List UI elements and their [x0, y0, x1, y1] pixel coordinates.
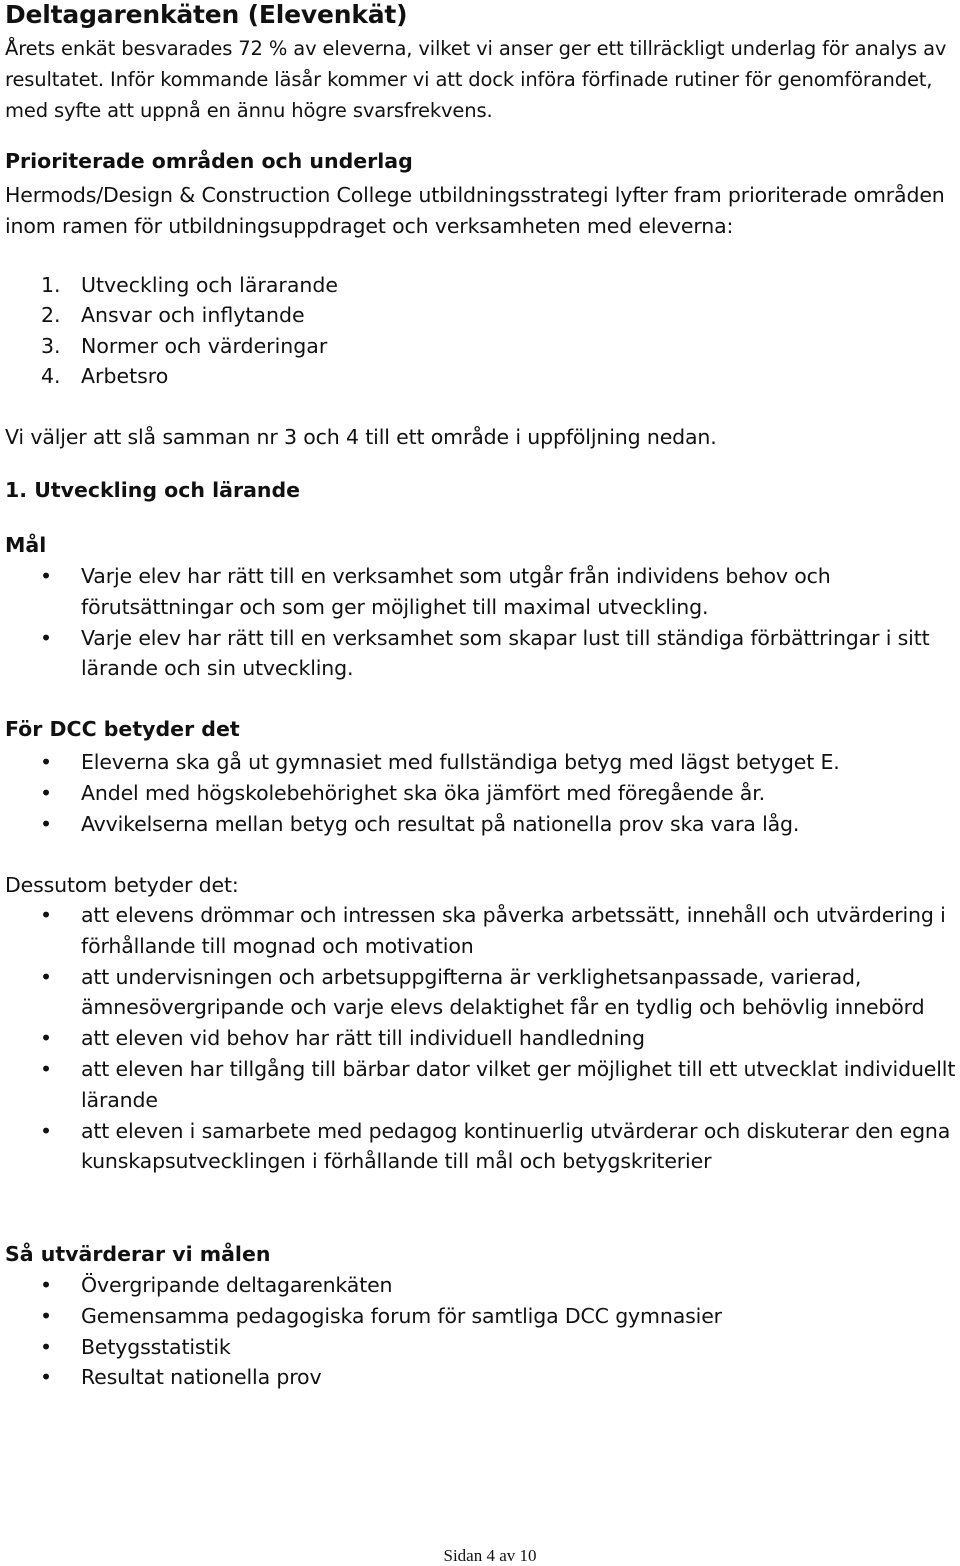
also-item	[40, 962, 960, 1024]
priority-number: 1.	[41, 273, 61, 297]
also-item	[40, 1023, 960, 1054]
dcc-item	[40, 778, 960, 809]
eval-text: Betygsstatistik	[81, 1334, 231, 1359]
bullet-icon: •	[40, 750, 52, 774]
bullet-icon: •	[40, 1334, 52, 1359]
dcc-text: Andel med högskolebehörighet ska öka jämfört med föregående år.	[81, 780, 765, 805]
eval-text: Gemensamma pedagogiska forum för samtliga DCC gymnasier	[81, 1303, 722, 1328]
priority-item	[41, 361, 338, 391]
dcc-item	[40, 809, 960, 840]
priority-item	[41, 331, 338, 361]
dcc-list	[40, 747, 960, 839]
bullet-icon: •	[40, 1118, 52, 1143]
eval-item	[40, 1270, 960, 1301]
bullet-icon: •	[40, 1056, 52, 1081]
also-text: att eleven i samarbete med pedagog kontinuerlig utvärderar och diskuterar den egna kunskapsutvecklingen i förhållande till mål och betygskriterier	[81, 1118, 951, 1174]
priorities-text: Hermods/Design & Construction College utbildningsstrategi lyfter fram prioriterade områden inom ramen för utbildningsuppdraget och verksamheten med eleverna:	[5, 183, 945, 238]
page-title: Deltagarenkäten (Elevenkät)	[5, 0, 408, 29]
dcc-text: Avvikelserna mellan betyg och resultat på nationella prov ska vara låg.	[81, 811, 800, 836]
also-text: att eleven vid behov har rätt till individuell handledning	[81, 1026, 645, 1051]
priority-item	[41, 270, 338, 300]
priority-label: Utveckling och lärarande	[81, 273, 339, 297]
eval-list	[40, 1270, 960, 1393]
merge-note: Vi väljer att slå samman nr 3 och 4 till ett område i uppföljning nedan.	[5, 425, 717, 449]
also-text: att undervisningen och arbetsuppgifterna är verklighetsanpassade, varierad, ämnesövergripande och varje elevs delaktighet får en tydlig och behövlig innebörd	[81, 964, 925, 1020]
also-item	[40, 900, 960, 962]
bullet-icon: •	[40, 811, 52, 836]
also-heading: Dessutom betyder det:	[5, 873, 239, 897]
also-text: att eleven har tillgång till bärbar dator vilket ger möjlighet till ett utvecklat individuellt lärande	[81, 1056, 956, 1112]
priority-item	[41, 300, 338, 330]
goal-item	[40, 561, 960, 623]
also-item	[40, 1116, 960, 1178]
bullet-icon: •	[40, 1365, 52, 1390]
priorities-heading: Prioriterade områden och underlag	[5, 149, 413, 173]
page-footer: Sidan 4 av 10	[443, 1546, 537, 1565]
goal-item	[40, 623, 960, 685]
goals-heading: Mål	[5, 533, 47, 557]
section-1-heading: 1. Utveckling och lärande	[5, 478, 301, 502]
bullet-icon: •	[40, 1303, 52, 1328]
goals-list	[40, 561, 960, 684]
goal-text: Varje elev har rätt till en verksamhet som utgår från individens behov och förutsättningar och som ger möjlighet till maximal utveckling.	[81, 564, 831, 619]
priority-label: Normer och värderingar	[81, 333, 328, 358]
bullet-icon: •	[40, 1026, 52, 1051]
bullet-icon: •	[40, 780, 52, 805]
bullet-icon: •	[40, 964, 52, 989]
eval-item	[40, 1301, 960, 1332]
eval-heading: Så utvärderar vi målen	[5, 1242, 271, 1266]
bullet-icon: •	[40, 903, 52, 927]
dcc-item	[40, 747, 960, 778]
bullet-icon: •	[40, 1273, 52, 1297]
priority-label: Arbetsro	[81, 363, 169, 388]
bullet-icon: •	[40, 564, 52, 588]
priority-number: 4.	[41, 363, 61, 388]
also-list	[40, 900, 960, 1177]
also-item	[40, 1054, 960, 1116]
dcc-text: Eleverna ska gå ut gymnasiet med fullständiga betyg med lägst betyget E.	[81, 750, 840, 774]
eval-text: Resultat nationella prov	[81, 1365, 322, 1390]
goal-text: Varje elev har rätt till en verksamhet som skapar lust till ständiga förbättringar i sitt lärande och sin utveckling.	[81, 625, 930, 681]
intro-paragraph: Årets enkät besvarades 72 % av eleverna, vilket vi anser ger ett tillräckligt underlag för analys av resultatet. Inför kommande läsår kommer vi att dock införa förfinade rutiner för genomförandet, med syfte att uppnå en ännu högre svarsfrekvens.	[5, 37, 947, 122]
priority-number: 3.	[41, 333, 61, 358]
bullet-icon: •	[40, 625, 52, 650]
eval-text: Övergripande deltagarenkäten	[81, 1273, 393, 1297]
eval-item	[40, 1332, 960, 1363]
priorities-list	[41, 270, 338, 391]
priority-number: 2.	[41, 303, 61, 328]
also-text: att elevens drömmar och intressen ska påverka arbetssätt, innehåll och utvärdering i förhållande till mognad och motivation	[81, 903, 946, 958]
eval-item	[40, 1362, 960, 1393]
priority-label: Ansvar och inflytande	[81, 303, 305, 328]
dcc-heading: För DCC betyder det	[5, 717, 240, 741]
